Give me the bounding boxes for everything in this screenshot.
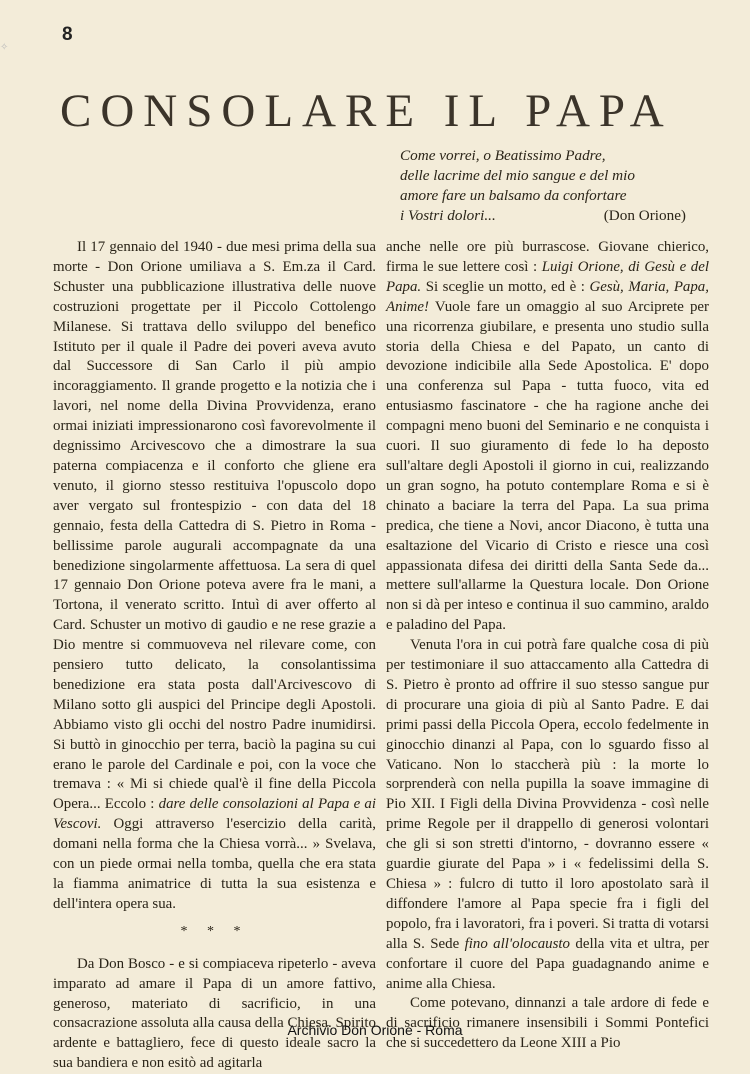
right-column (386, 238, 709, 1054)
page-title: CONSOLARE IL PAPA (60, 85, 673, 137)
italic-text: dare delle consolazioni al Papa e ai Vescovi. (53, 796, 376, 833)
epigraph-signature: (Don Orione) (603, 207, 686, 224)
epigraph-line: i Vostri dolori... (400, 207, 496, 224)
text-run: Oggi attraverso l'esercizio della carità, domani nella forma che la Chiesa vorrà... » Svelava, con un piede ormai nella tomba, quella che era stata la fiamma animatrice di tutta la sua esistenza e dell'intera opera sua. (53, 816, 376, 912)
margin-mark: ✧ (0, 42, 9, 53)
epigraph-line: delle lacrime del mio sangue e del mio (400, 167, 635, 184)
text-run: Vuole fare un omaggio al suo Arciprete per una ricorrenza giubilare, e presenta uno studio sulla storia della Chiesa e del Papato, un canto di devozione indicibile alla Sede Apostolica. E' dopo una conferenza sul Papa - tutta fuoco, vita ed entusiasmo fascinatore - che ha ragione anche dei compagni meno buoni del Seminario e ne conquista i cuori. Il suo giuramento di fede lo ha deposto sull'altare degli Apostoli il giorno in cui, realizzando un gran sogno, ha potuto contemplare Roma e si è chinato a baciare la terra del Papa. La sua prima predica, che tiene a Novi, ancor Diacono, è tutta una esaltazione del Vicario di Cristo e riesce una così appassionata difesa dei diritti della Santa Sede da... mettere sull'allarme la Questura locale. Don Orione non si dà per inteso e continua il suo cammino, araldo e paladino del Papa. (386, 298, 709, 634)
paragraph (386, 238, 709, 636)
italic-text: fino all'olocausto (464, 935, 570, 952)
epigraph (400, 146, 686, 226)
text-run: Il 17 gennaio del 1940 - due mesi prima della sua morte - Don Orione umiliava a S. Em.za il Card. Schuster una pubblicazione illustrativa delle nuove costruzioni progettate per il Piccolo Cottolengo Milanese. Si trattava dello sviluppo del benefico Istituto per il quale il Padre dei poveri aveva avuto dal Successore di San Carlo il più ampio incoraggiamento. Il grande progetto e la notizia che i lavori, nel nome della Divina Provvidenza, erano ormai iniziati impressionarono così favorevolmente il degnissimo Arcivescovo che a dimostrare la sua paterna compiacenza e il conforto che gliene era venuto, il giorno stesso restituiva l'opuscolo dopo aver vergato sul frontespizio - con data del 18 gennaio, festa della Cattedra di S. Pietro in Roma - bellissime parole augurali accompagnate da una benedizione singolarmente affettuosa. La sera di quel 17 gennaio Don Orione poteva avere fra le mani, a Tortona, il venerato scritto. Intuì di aver offerto al Card. Schuster un motivo di gaudio e ne rese grazie a Dio mentre si commuoveva nel rilevare come, con pensiero tutto delicato, la consolantissima benedizione era stata posta dall'Arcivescovo di Milano sotto gli auspici del Principe degli Apostoli. Abbiamo visto gli occhi del nostro Padre inumidirsi. Si buttò in ginocchio per terra, baciò la pagina su cui erano le parole del Cardinale e poi, con la voce che tremava : « Mi si chiede qual'è il fine della Piccola Opera... Eccolo : (53, 239, 376, 813)
text-run: anche nelle ore più burrascose. Giovane chierico, firma le sue lettere così : (386, 239, 709, 275)
page-number: 8 (62, 24, 73, 45)
paragraph: Da Don Bosco - e si compiaceva ripeterlo - aveva imparato ad amare il Papa di un amore fattivo, generoso, materiato di sacrificio, in una consacrazione assoluta alla causa della Chiesa. Spirito ardente e battagliero, fece di questo ideale sacro la sua bandiera e non esitò ad agitarla (53, 955, 376, 1072)
italic-text: Luigi Orione, di Gesù e del Papa. (386, 258, 709, 295)
epigraph-last-line (400, 206, 686, 226)
paragraph (386, 636, 709, 994)
text-run: Venuta l'ora in cui potrà fare qualche cosa di più per testimoniare il suo attaccamento alla Cattedra di S. Pietro è pronto ad offrire il suo stesso sangue pur di procurare una gioia di più al Santo Padre. E dai primi passi della Piccola Opera, eccolo fedelmente in ginocchio dinanzi al Papa, con lo sguardo fisso al Vaticano. Non lo staccherà più : la morte lo sorprenderà con nella pupilla la soave immagine di Pio XII. I Figli della Divina Provvidenza - così nelle prime Regole per il drappello di generosi volontari che gli si son stretti d'intorno, - dovranno essere « guardie giurate del Papa » i « fedelissimi della S. Chiesa » : fulcro di tutto il loro apostolato sarà il diffondere l'amore al Papa specie fra i figli del popolo, fra i lavoratori, fra i poveri. Si tratta di votarsi alla S. Sede (386, 637, 709, 952)
epigraph-line: amore fare un balsamo da confortare (400, 187, 627, 204)
left-column (53, 238, 376, 1074)
text-run: Si sceglie un motto, ed è : (425, 278, 585, 295)
archive-footer: Archivio Don Orione - Roma (287, 1022, 463, 1038)
paragraph: Come potevano, dinnanzi a tale ardore di fede e di sacrificio rimanere insensibili i Sommi Pontefici che si succedettero da Leone XIII a Pio (386, 995, 709, 1052)
italic-text: Gesù, Maria, Papa, Anime! (386, 278, 709, 315)
section-separator: * * * (180, 923, 249, 939)
paragraph (53, 238, 376, 915)
text-run: della vita et ultra, per confortare il cuore del Papa guadagnando anime e anime alla Chiesa. (386, 935, 709, 992)
epigraph-line: Come vorrei, o Beatissimo Padre, (400, 147, 606, 164)
